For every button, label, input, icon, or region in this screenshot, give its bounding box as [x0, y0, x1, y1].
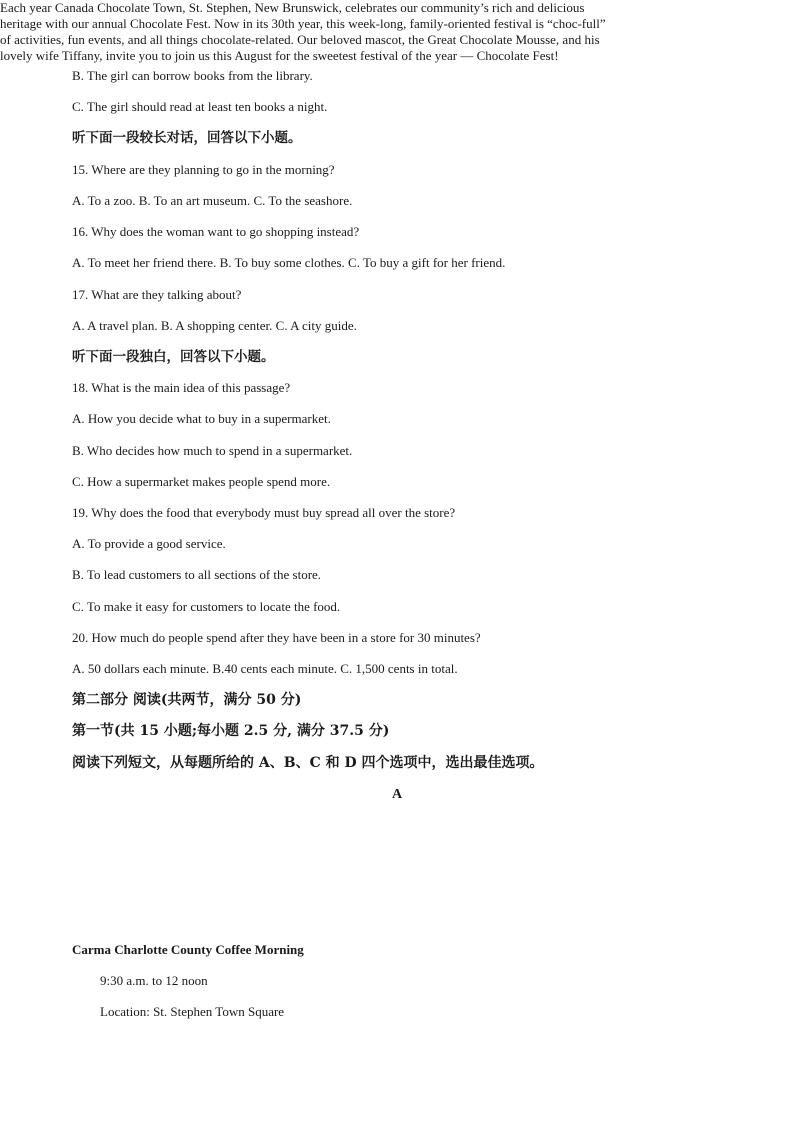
question-19: 19. Why does the food that everybody must buy spread all over the store? [72, 505, 456, 520]
question-16: 16. Why does the woman want to go shopping instead? [72, 224, 360, 239]
passage-paragraph-line-3: of activities, fun events, and all things chocolate-related. Our beloved mascot, the Great Chocolate Mousse, and his [0, 32, 600, 47]
section-one-heading: 第一节(共 15 小题;每小题 2.5 分, 满分 37.5 分) [72, 723, 390, 739]
question-18: 18. What is the main idea of this passage? [72, 380, 291, 395]
question-17: 17. What are they talking about? [72, 287, 242, 302]
options-15: A. To a zoo. B. To an art museum. C. To the seashore. [72, 193, 353, 208]
part-two-heading: 第二部分 阅读(共两节，满分 50 分) [72, 692, 302, 708]
option-19b: B. To lead customers to all sections of the store. [72, 567, 322, 582]
option-14b: B. The girl can borrow books from the library. [72, 68, 313, 83]
option-18c: C. How a supermarket makes people spend more. [72, 474, 331, 489]
passage-label: A [391, 787, 403, 802]
passage-paragraph-line-2: heritage with our annual Chocolate Fest. Now in its 30th year, this week-long, family-oriented festival is “choc-full” [0, 16, 606, 31]
option-18b: B. Who decides how much to spend in a supermarket. [72, 443, 353, 458]
section-instruction-dialogue: 听下面一段较长对话，回答以下小题。 [72, 130, 302, 146]
event-time: 9:30 a.m. to 12 noon [100, 973, 208, 988]
question-20: 20. How much do people spend after they have been in a store for 30 minutes? [72, 630, 481, 645]
options-16: A. To meet her friend there. B. To buy some clothes. C. To buy a gift for her friend. [72, 255, 506, 270]
passage-paragraph-line-1: Each year Canada Chocolate Town, St. Stephen, New Brunswick, celebrates our community’s rich and delicious [0, 0, 585, 15]
option-19c: C. To make it easy for customers to locate the food. [72, 599, 341, 614]
options-17: A. A travel plan. B. A shopping center. C. A city guide. [72, 318, 357, 333]
section-instruction-monologue: 听下面一段独白，回答以下小题。 [72, 349, 275, 365]
option-14c: C. The girl should read at least ten books a night. [72, 99, 328, 114]
reading-instruction: 阅读下列短文，从每题所给的 A、B、C 和 D 四个选项中，选出最佳选项。 [72, 755, 544, 771]
options-20: A. 50 dollars each minute. B.40 cents each minute. C. 1,500 cents in total. [72, 661, 458, 676]
option-19a: A. To provide a good service. [72, 536, 226, 551]
question-15: 15. Where are they planning to go in the morning? [72, 162, 335, 177]
passage-paragraph-line-4: lovely wife Tiffany, invite you to join us this August for the sweetest festival of the year — Chocolate Fest! [0, 48, 559, 63]
event-title: Carma Charlotte County Coffee Morning [72, 942, 304, 957]
event-location: Location: St. Stephen Town Square [100, 1004, 285, 1019]
option-18a: A. How you decide what to buy in a supermarket. [72, 411, 331, 426]
